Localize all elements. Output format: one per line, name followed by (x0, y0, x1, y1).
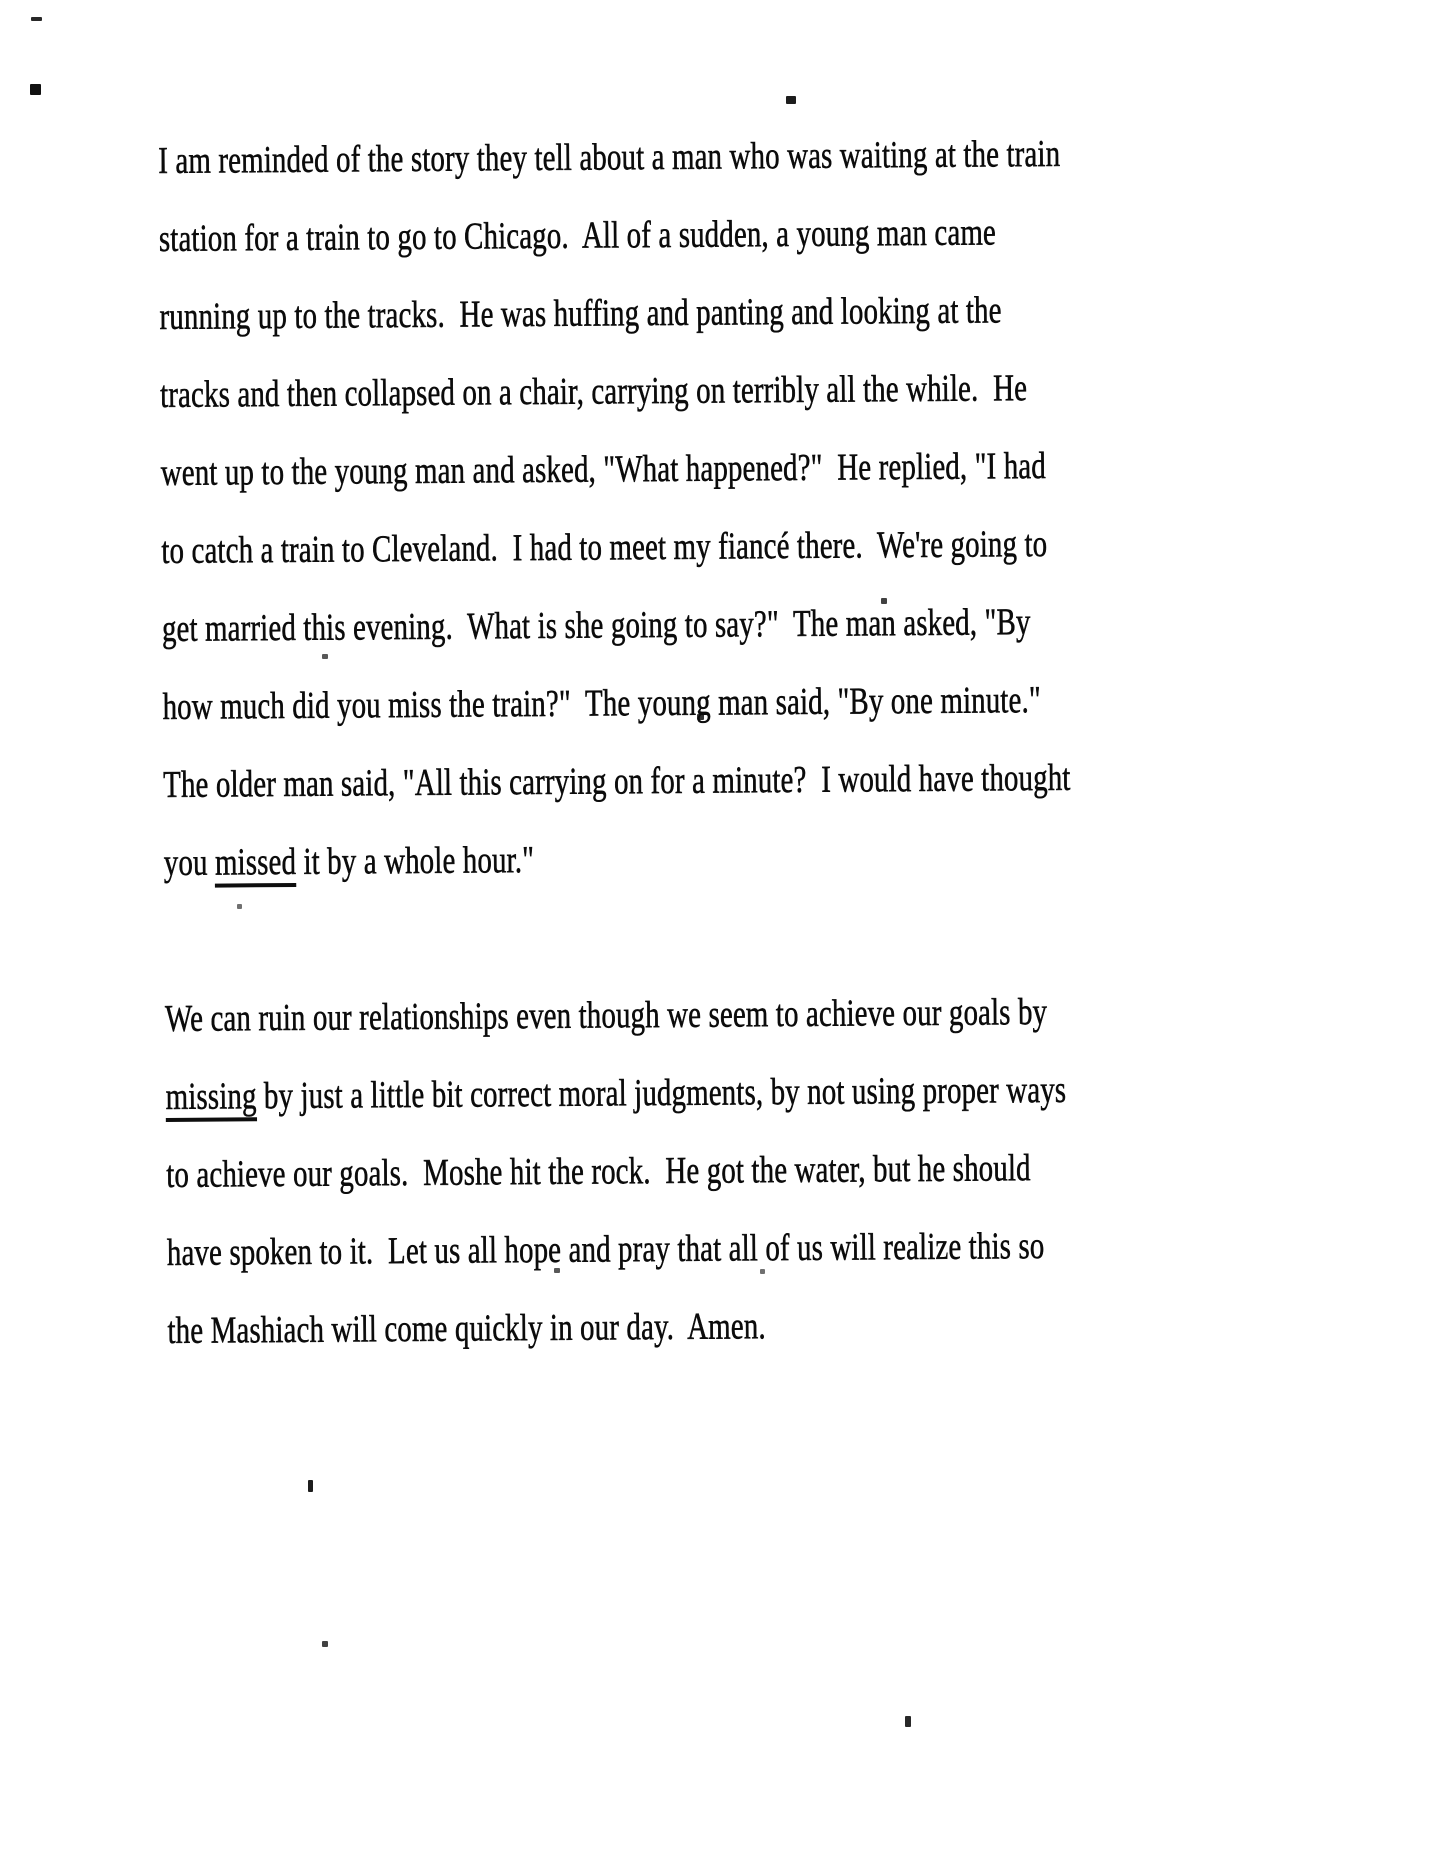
scan-speck (905, 1716, 911, 1727)
text-line (164, 973, 1048, 1058)
text-line (166, 1207, 1045, 1292)
line-text: the Mashiach will come quickly in our day. Amen. (167, 1305, 766, 1352)
line-text: have spoken to it. Let us all hope and pray that all of us will realize this so (166, 1225, 1045, 1274)
scan-speck (786, 96, 796, 104)
text-line (160, 427, 1047, 512)
text-line (162, 661, 1041, 746)
story-paragraph (158, 113, 1264, 902)
text-line (163, 739, 1071, 824)
underlined-word: missed (215, 841, 297, 888)
text-line (164, 817, 1001, 902)
line-text: you (163, 841, 216, 884)
line-text: by just a little bit correct moral judgments, by not using proper ways (256, 1068, 1067, 1118)
text-line (159, 349, 1028, 434)
scan-speck (308, 1480, 313, 1492)
line-text: station for a train to go to Chicago. All of a sudden, a young man came (158, 211, 997, 260)
line-text: I am reminded of the story they tell about a man who was waiting at the train (158, 132, 1061, 182)
text-line (159, 193, 996, 278)
line-text: to achieve our goals. Moshe hit the rock. He got the water, but he should (166, 1147, 1031, 1196)
text-line (165, 1051, 1067, 1136)
line-text: went up to the young man and asked, "What happened?" He replied, "I had (160, 445, 1047, 494)
line-text: We can ruin our relationships even though we seem to achieve our goals by (164, 991, 1048, 1040)
scan-speck (31, 17, 42, 21)
line-text: running up to the tracks. He was huffing and panting and looking at the (159, 289, 1002, 338)
line-text: it by a whole hour." (295, 839, 535, 883)
text-line (161, 583, 1031, 668)
scan-speck (30, 84, 41, 95)
text-line (167, 1285, 1004, 1370)
scan-speck (322, 1641, 328, 1647)
text-line (161, 505, 1048, 590)
underlined-word: missing (165, 1075, 256, 1122)
text-line (159, 271, 1002, 356)
moral-paragraph (165, 971, 1268, 1370)
line-text: to catch a train to Cleveland. I had to meet my fiancé there. We're going to (161, 523, 1048, 572)
line-text: how much did you miss the train?" The young man said, "By one minute." (162, 679, 1041, 728)
line-text: The older man said, "All this carrying on for a minute? I would have thought (163, 756, 1071, 806)
line-text: tracks and then collapsed on a chair, carrying on terribly all the while. He (159, 367, 1028, 416)
line-text: get married this evening. What is she going to say?" The man asked, "By (161, 601, 1031, 650)
text-line (166, 1129, 1031, 1214)
text-line (158, 115, 1061, 200)
document-text-block (158, 113, 1268, 1370)
